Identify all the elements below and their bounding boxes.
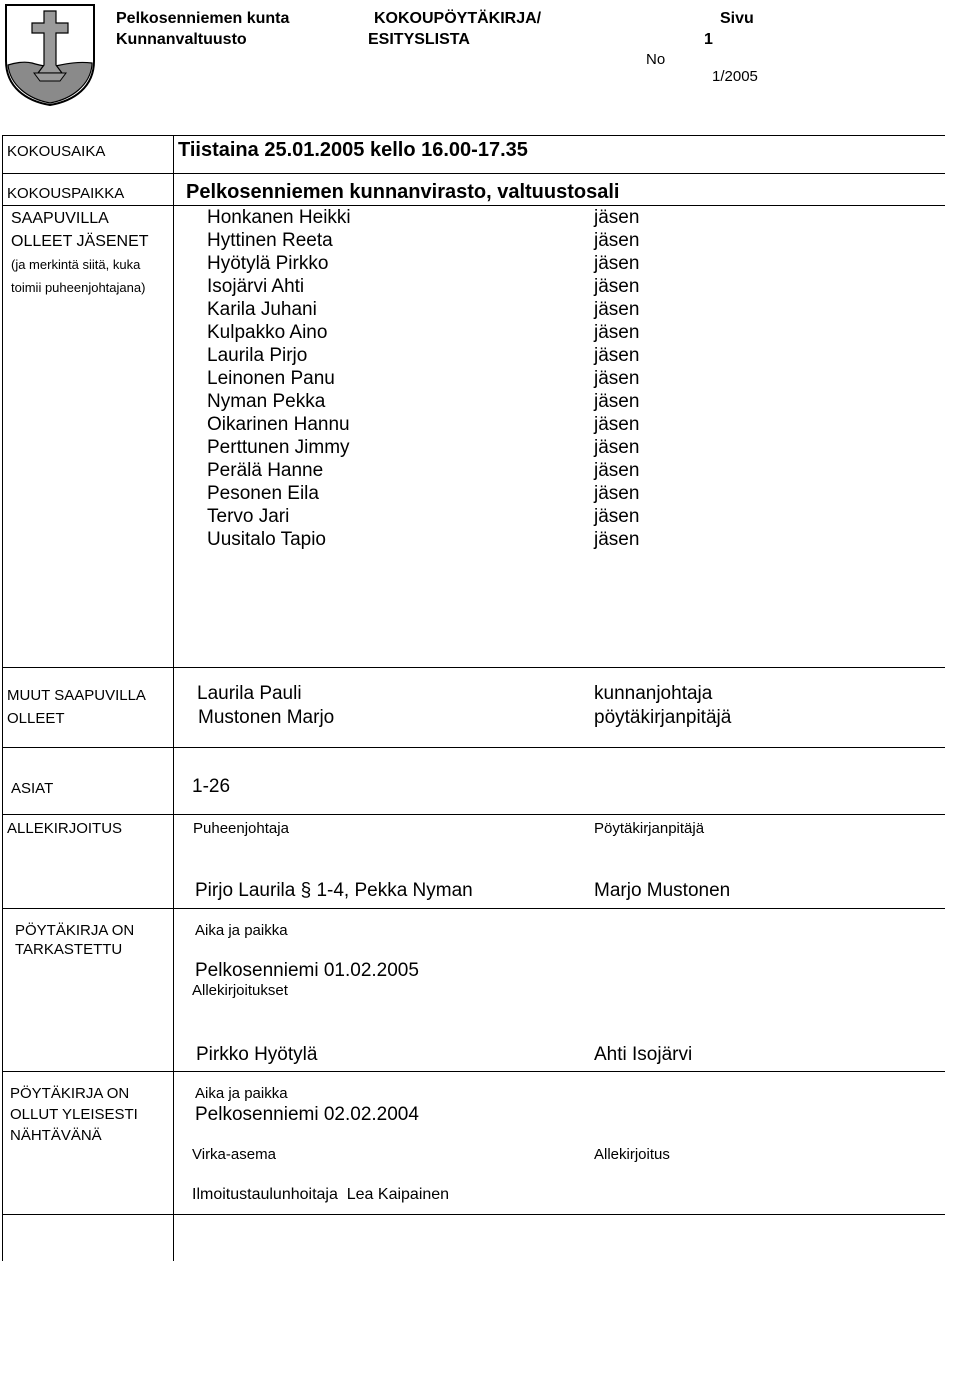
member-role: jäsen — [594, 483, 640, 504]
rule-after-others — [2, 747, 945, 748]
rule-after-place — [2, 205, 945, 206]
member-name: Honkanen Heikki — [207, 207, 351, 228]
other-role: pöytäkirjanpitäjä — [594, 707, 732, 728]
member-role: jäsen — [594, 368, 640, 389]
member-name: Pesonen Eila — [207, 483, 319, 504]
member-role: jäsen — [594, 391, 640, 412]
public-time-place-label: Aika ja paikka — [195, 1085, 288, 1102]
member-role: jäsen — [594, 253, 640, 274]
checked-time-place-label: Aika ja paikka — [195, 922, 288, 939]
member-name: Karila Juhani — [207, 299, 317, 320]
member-role: jäsen — [594, 276, 640, 297]
member-role: jäsen — [594, 207, 640, 228]
other-role: kunnanjohtaja — [594, 683, 713, 704]
attendees-note-2: toimii puheenjohtajana) — [11, 280, 146, 295]
member-name: Kulpakko Aino — [207, 322, 328, 343]
attendees-note-1: (ja merkintä siitä, kuka — [11, 257, 141, 272]
meeting-place-label: KOKOUSPAIKKA — [7, 185, 125, 202]
meeting-time-label: KOKOUSAIKA — [7, 143, 106, 160]
public-label-2: OLLUT YLEISESTI — [10, 1106, 138, 1123]
checker-1-name: Pirkko Hyötylä — [196, 1044, 318, 1065]
checker-2-name: Ahti Isojärvi — [594, 1044, 693, 1065]
member-name: Isojärvi Ahti — [207, 276, 305, 297]
secretary-label: Pöytäkirjanpitäjä — [594, 820, 705, 837]
checked-label-1: PÖYTÄKIRJA ON — [15, 922, 135, 939]
member-role: jäsen — [594, 460, 640, 481]
rule-left — [2, 135, 3, 1261]
member-role: jäsen — [594, 345, 640, 366]
attendees-label-1: SAAPUVILLA — [11, 210, 109, 227]
others-label-2: OLLEET — [7, 710, 65, 727]
rule-top — [2, 135, 945, 136]
public-time-place-value: Pelkosenniemi 02.02.2004 — [195, 1104, 419, 1125]
member-role: jäsen — [594, 437, 640, 458]
other-name: Mustonen Marjo — [198, 707, 335, 728]
other-name: Laurila Pauli — [197, 683, 302, 704]
member-name: Oikarinen Hannu — [207, 414, 350, 435]
public-signature-label: Allekirjoitus — [594, 1146, 670, 1163]
chair-name: Pirjo Laurila § 1-4, Pekka Nyman — [195, 880, 473, 901]
public-label-1: PÖYTÄKIRJA ON — [10, 1085, 130, 1102]
checked-label-2: TARKASTETTU — [15, 941, 123, 958]
member-name: Laurila Pirjo — [207, 345, 308, 366]
member-role: jäsen — [594, 506, 640, 527]
member-name: Tervo Jari — [207, 506, 290, 527]
rule-bottom — [2, 1214, 945, 1215]
rule-after-matters — [2, 814, 945, 815]
position-label: Virka-asema — [192, 1146, 276, 1163]
member-name: Uusitalo Tapio — [207, 529, 327, 550]
member-name: Hyttinen Reeta — [207, 230, 333, 251]
member-role: jäsen — [594, 414, 640, 435]
number-value: 1/2005 — [712, 68, 758, 85]
chair-label: Puheenjohtaja — [193, 820, 289, 837]
page-number: 1 — [704, 31, 713, 48]
municipality-name: Pelkosenniemen kunta — [116, 10, 290, 27]
meeting-place-value: Pelkosenniemen kunnanvirasto, valtuustosali — [186, 181, 620, 203]
rule-after-signatures — [2, 908, 945, 909]
checked-signatures-label: Allekirjoitukset — [192, 982, 288, 999]
public-label-3: NÄHTÄVÄNÄ — [10, 1127, 102, 1144]
checked-time-place-value: Pelkosenniemi 01.02.2005 — [195, 960, 419, 981]
matters-value: 1-26 — [192, 776, 231, 797]
rule-after-members — [2, 667, 945, 668]
notice-board-keeper: Ilmoitustaulunhoitaja Lea Kaipainen — [192, 1186, 450, 1203]
rule-after-time — [2, 173, 945, 174]
rule-column — [173, 135, 174, 1261]
signature-label: ALLEKIRJOITUS — [7, 820, 123, 837]
page-label: Sivu — [720, 10, 754, 27]
attendees-label-2: OLLEET JÄSENET — [11, 233, 149, 250]
member-name: Perälä Hanne — [207, 460, 324, 481]
member-role: jäsen — [594, 529, 640, 550]
secretary-name: Marjo Mustonen — [594, 880, 731, 901]
rule-after-checked — [2, 1071, 945, 1072]
coat-of-arms-logo — [4, 3, 96, 107]
member-role: jäsen — [594, 322, 640, 343]
member-name: Hyötylä Pirkko — [207, 253, 329, 274]
member-role: jäsen — [594, 299, 640, 320]
member-role: jäsen — [594, 230, 640, 251]
member-name: Nyman Pekka — [207, 391, 326, 412]
number-label: No — [646, 51, 666, 68]
matters-label: ASIAT — [11, 780, 54, 797]
others-label-1: MUUT SAAPUVILLA — [7, 687, 146, 704]
doc-type-line-1: KOKOUPÖYTÄKIRJA/ — [374, 10, 542, 27]
doc-type-line-2: ESITYSLISTA — [368, 31, 470, 48]
member-name: Leinonen Panu — [207, 368, 335, 389]
body-name: Kunnanvaltuusto — [116, 31, 247, 48]
member-name: Perttunen Jimmy — [207, 437, 350, 458]
meeting-time-value: Tiistaina 25.01.2005 kello 16.00-17.35 — [178, 139, 528, 161]
